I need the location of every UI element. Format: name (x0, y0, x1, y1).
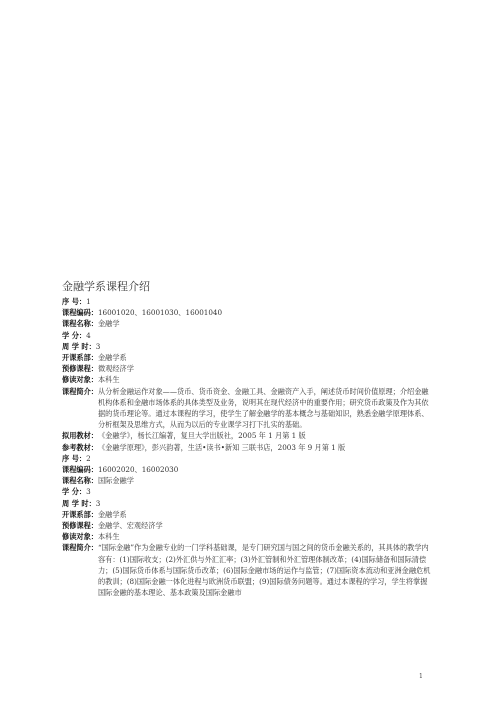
course-2-seq-row (62, 453, 434, 464)
credit-label: 学 分： (62, 330, 87, 340)
course-2-hours-row (62, 498, 434, 509)
course-1-ref-row (62, 442, 434, 453)
target-value: 本科生 (97, 375, 120, 385)
ref-label: 参考教材： (62, 442, 98, 452)
course-2-prereq-row (62, 520, 434, 531)
prereq-label: 预修课程： (62, 521, 98, 531)
intro-label: 课程简介： (62, 543, 98, 553)
credit-value: 4 (86, 330, 91, 340)
course-2-code-row (62, 464, 434, 475)
course-1-target-row (62, 374, 434, 385)
code-label: 课程编码： (62, 465, 98, 475)
hours-label: 周 学 时： (62, 498, 96, 508)
hours-label: 周 学 时： (62, 341, 96, 351)
course-2-credit-row (62, 486, 434, 497)
code-label: 课程编码： (62, 308, 98, 318)
course-1-textbook-row (62, 430, 434, 441)
target-value: 本科生 (97, 532, 120, 542)
page-title: 金融学系课程介绍 (62, 280, 150, 293)
prereq-label: 预修课程： (62, 364, 98, 374)
name-label: 课程名称： (62, 319, 98, 329)
dept-value: 金融学系 (97, 353, 127, 363)
textbook-label: 拟用教材： (62, 431, 98, 441)
dept-label: 开课系部： (62, 509, 98, 519)
ref-value: 《金融学原理》，彭兴韵著，生活•读书•新知 三联书店，2003 年 9 月第 1 版 (97, 442, 346, 452)
course-1-intro-row (62, 386, 434, 431)
page-number: 1 (419, 673, 423, 680)
intro-label: 课程简介： (62, 386, 98, 396)
intro-text: “国际金融”作为金融专业的一门学科基础课，是专门研究国与国之间的货币金融关系的，其具体的教学内容有：(1)国际收支；(2)外汇供与外汇汇率；(3)外汇管制和外汇管理体制改革；(4)国际储备和国际清偿力；(5)国际货币体系与国际货币改革；(6)国际金融市场的运作与监管；(7)国际资本流动和亚洲金融危机的教训；(8)国际金融一体化进程与欧洲货币联盟；(9)国际债务问题等。通过本课程的学习，学生将掌握国际金融的基本理论、基本政策及国际金融市 (97, 543, 431, 598)
course-2-dept-row (62, 509, 434, 520)
target-label: 修读对象： (62, 375, 98, 385)
seq-value: 1 (86, 297, 91, 306)
intro-text: 从分析金融运作对象——货币、货币资金、金融工具、金融资产入手，阐述货币时间价值原理；介绍金融机构体系和金融市场体系的具体类型及业务，说明其在现代经济中的重要作用；研究货币政策及作为其依据的货币理论等。通过本课程的学习，使学生了解金融学的基本概念与基础知识，熟悉金融学原理体系、分析框架及思维方式，从而为以后的专业课学习打下扎实的基础。 (97, 386, 429, 430)
name-value: 金融学 (97, 319, 120, 329)
credit-value: 3 (86, 487, 91, 497)
name-value: 国际金融学 (97, 476, 134, 486)
seq-label: 序 号： (62, 297, 87, 306)
course-1-seq-row (62, 296, 434, 307)
course-1-hours-row (62, 341, 434, 352)
seq-label: 序 号： (62, 453, 87, 463)
course-1-dept-row (62, 352, 434, 363)
code-value: 16002020、16002030 (97, 465, 179, 475)
hours-value: 3 (95, 498, 101, 508)
course-1-code-row (62, 307, 434, 318)
course-2-intro-row (62, 542, 434, 598)
prereq-value: 金融学、宏观经济学 (97, 521, 163, 531)
dept-value: 金融学系 (97, 509, 127, 519)
name-label: 课程名称： (62, 476, 98, 486)
course-1-credit-row (62, 330, 434, 341)
course-2-target-row (62, 531, 434, 542)
target-label: 修读对象： (62, 532, 98, 542)
hours-value: 3 (95, 341, 101, 351)
course-list (62, 296, 434, 598)
course-2-name-row (62, 475, 434, 486)
code-value: 16001020、16001030、16001040 (97, 308, 223, 318)
seq-value: 2 (86, 453, 91, 463)
dept-label: 开课系部： (62, 353, 98, 363)
course-1-prereq-row (62, 363, 434, 374)
course-1-name-row (62, 318, 434, 329)
credit-label: 学 分： (62, 487, 87, 497)
textbook-value: 《金融学》，杨长江编著，复旦大学出版社，2005 年 1 月第 1 版 (97, 431, 306, 441)
prereq-value: 微观经济学 (97, 364, 134, 374)
